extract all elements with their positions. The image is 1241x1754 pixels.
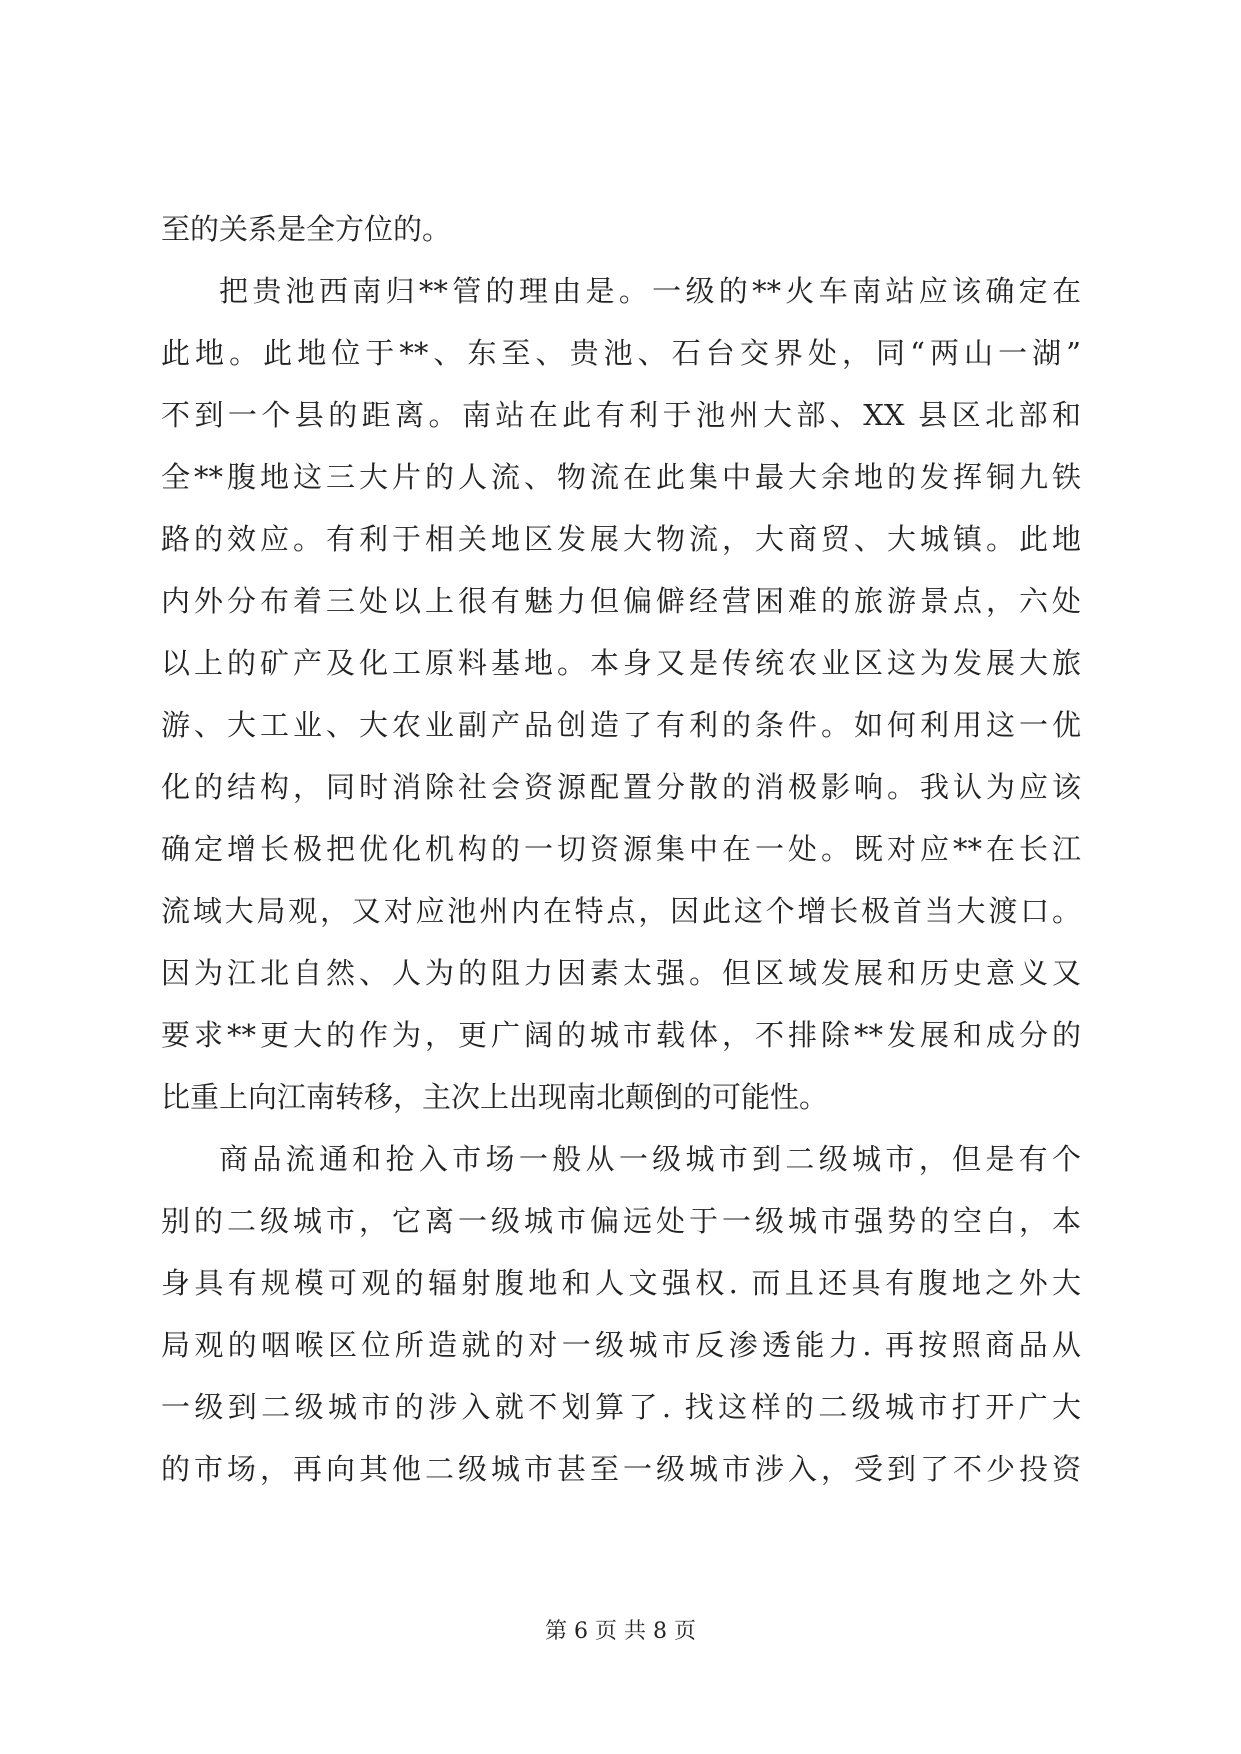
- text-line: 此地。此地位于**、东至、贵池、石台交界处，同“两山一湖”: [161, 336, 1081, 370]
- document-body: [161, 209, 1081, 1511]
- text-line: 因为江北自然、人为的阻力因素太强。但区域发展和历史意义又: [161, 956, 1081, 990]
- text-line: 商品流通和抢入市场一般从一级城市到二级城市，但是有个: [219, 1142, 1081, 1176]
- text-line: 游、大工业、大农业副产品创造了有利的条件。如何利用这一优: [161, 708, 1081, 742]
- text-line: 内外分布着三处以上很有魅力但偏僻经营困难的旅游景点，六处: [161, 584, 1081, 618]
- text-line: 不到一个县的距离。南站在此有利于池州大部、XX 县区北部和: [161, 398, 1081, 432]
- text-line: 的市场，再向其他二级城市甚至一级城市涉入，受到了不少投资: [161, 1452, 1081, 1486]
- text-line: 至的关系是全方位的。: [161, 212, 452, 246]
- text-line: 身具有规模可观的辐射腹地和人文强权. 而且还具有腹地之外大: [161, 1266, 1081, 1300]
- text-line: 别的二级城市，它离一级城市偏远处于一级城市强势的空白，本: [161, 1204, 1081, 1238]
- text-line: 比重上向江南转移，主次上出现南北颠倒的可能性。: [161, 1080, 829, 1114]
- text-line: 流域大局观，又对应池州内在特点，因此这个增长极首当大渡口。: [161, 894, 1081, 928]
- text-line: 以上的矿产及化工原料基地。本身又是传统农业区这为发展大旅: [161, 646, 1081, 680]
- text-line: 路的效应。有利于相关地区发展大物流，大商贸、大城镇。此地: [161, 522, 1081, 556]
- text-line: 局观的咽喉区位所造就的对一级城市反渗透能力. 再按照商品从: [161, 1328, 1081, 1362]
- text-line: 全**腹地这三大片的人流、物流在此集中最大余地的发挥铜九铁: [161, 460, 1081, 494]
- text-line: 把贵池西南归**管的理由是。一级的**火车南站应该确定在: [219, 274, 1081, 308]
- page-number-footer: 第 6 页 共 8 页: [545, 1619, 696, 1644]
- text-line: 确定增长极把优化机构的一切资源集中在一处。既对应**在长江: [161, 832, 1081, 866]
- text-line: 化的结构，同时消除社会资源配置分散的消极影响。我认为应该: [161, 770, 1081, 804]
- text-line: 一级到二级城市的涉入就不划算了. 找这样的二级城市打开广大: [161, 1390, 1081, 1424]
- text-line: 要求**更大的作为，更广阔的城市载体，不排除**发展和成分的: [161, 1018, 1081, 1052]
